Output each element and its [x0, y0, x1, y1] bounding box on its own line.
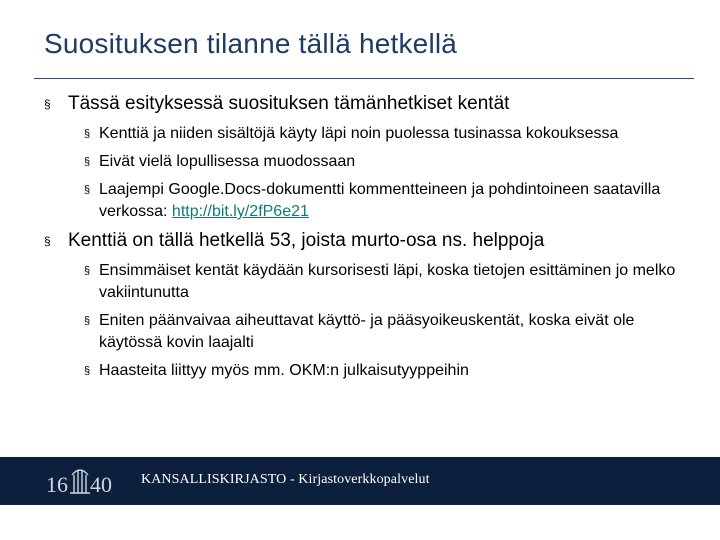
bullet-text: Haasteita liittyy myös mm. OKM:n julkaisutyyppeihin [99, 362, 469, 379]
bullet-icon: § [84, 365, 91, 377]
bullet-text: Kenttiä on tällä hetkellä 53, joista murto-osa ns. helppoja [68, 230, 545, 251]
bullet-level2 [44, 310, 684, 354]
footer-bar [0, 457, 720, 505]
bullet-text: Eniten päänvaivaa aiheuttavat käyttö- ja pääsyoikeuskentät, koska eivät ole käytössä kovin laajalti [99, 312, 635, 351]
bullet-icon: § [84, 315, 91, 327]
bullet-level1 [44, 229, 684, 252]
bullet-level2 [44, 260, 684, 304]
document-link[interactable]: http://bit.ly/2fP6e21 [171, 203, 309, 220]
bullet-icon: § [84, 265, 91, 277]
bullet-level2 [44, 360, 684, 382]
svg-text:16: 16 [46, 472, 68, 497]
bullet-icon: § [84, 156, 91, 168]
slide-title: Suosituksen tilanne tällä hetkellä [44, 28, 458, 59]
bullet-level2 [44, 123, 684, 145]
bullet-icon: § [84, 128, 91, 140]
library-logo-icon [44, 463, 122, 499]
title-divider [34, 78, 694, 79]
bullet-text: Kenttiä ja niiden sisältöjä käyty läpi noin puolessa tusinassa kokouksessa [99, 125, 619, 142]
bullet-text: Eivät vielä lopullisessa muodossaan [99, 153, 356, 170]
bullet-text: Laajempi Google.Docs-dokumentti kommentteineen ja pohdintoineen saatavilla verkossa: [99, 181, 661, 220]
bullet-level1 [44, 92, 684, 115]
bullet-level2 [44, 179, 684, 223]
slide-content [44, 92, 684, 388]
bullet-icon: § [84, 184, 91, 196]
bullet-icon: § [44, 97, 51, 111]
bullet-icon: § [44, 234, 51, 248]
bullet-text: Tässä esityksessä suosituksen tämänhetkiset kentät [68, 93, 510, 114]
svg-text:40: 40 [90, 472, 112, 497]
bullet-text: Ensimmäiset kentät käydään kursorisesti läpi, koska tietojen esittäminen jo melko vakiintunutta [99, 262, 676, 301]
bullet-level2 [44, 151, 684, 173]
footer-text: KANSALLISKIRJASTO - Kirjastoverkkopalvelut [141, 472, 430, 487]
